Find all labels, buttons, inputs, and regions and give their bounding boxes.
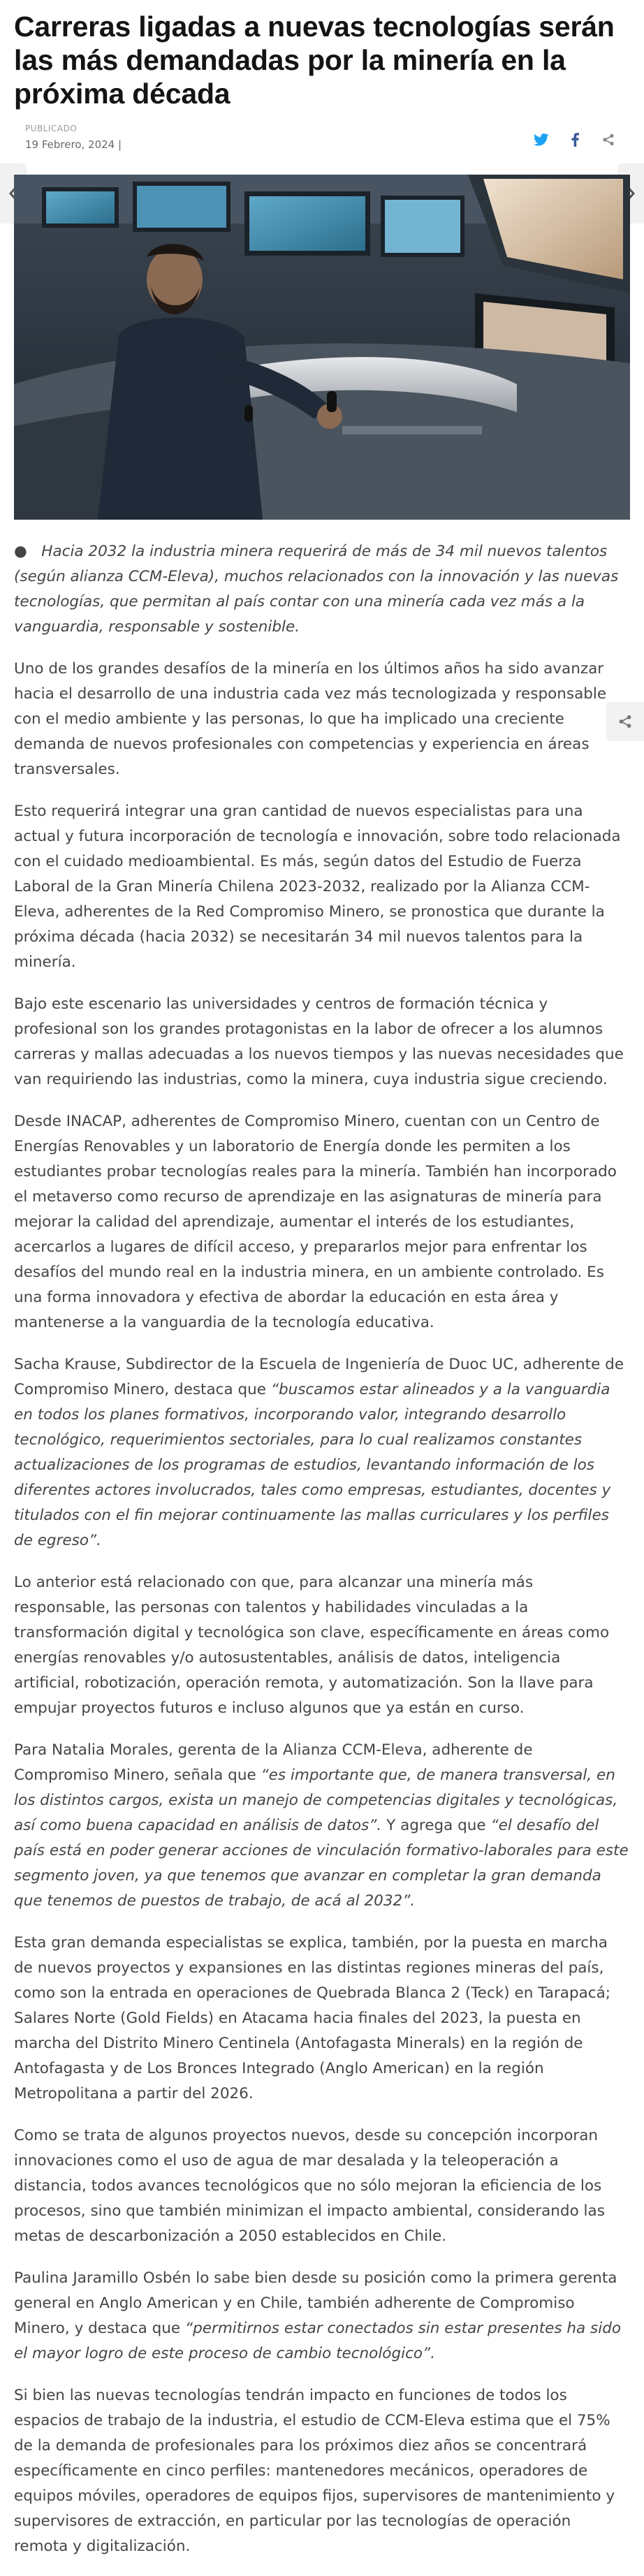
lead-paragraph [14,539,629,640]
paragraph-7-quote-1: “es importante que, de manera transversal, en los distintos cargos, exista un manejo de competencias digitales y tecnológicas, así como buena capacidad en análisis de datos”. [14,1766,618,1834]
paragraph-10-quote: “permitirnos estar conectados sin estar presentes ha sido el mayor logro de este proceso de cambio tecnológico”. [14,2320,622,2362]
twitter-share-button[interactable] [534,131,549,148]
lead-bullet: ● [14,543,27,560]
published-label: PUBLICADO [25,124,78,133]
paragraph-10-text: Paulina Jaramillo Osbén lo sabe bien desde su posición como la primera gerenta general en Anglo American y en Chile, también adherente de Compromiso Minero, y destaca que [14,2269,617,2337]
facebook-share-button[interactable] [571,131,583,148]
paragraph-3: Bajo este escenario las universidades y centros de formación técnica y profesional son los grandes protagonistas en la labor de ofrecer a los alumnos carreras y mallas adecuadas a los nuevos tiempos y las nuevas necesidades que van requiriendo las industrias, como la minera, cuya industria sigue creciendo. [14,995,624,1088]
paragraph-5-quote: “buscamos estar alineados y a la vanguardia en todos los planes formativos, incorporando valor, integrando desarrollo tecnológico, requerimientos sectoriales, para lo cual realizamos constantes actualizaciones de los programas de estudios, levantando información de los diferentes actores involucrados, tales como empresas, estudiantes, docentes y titulados con el fin mejorar continuamente las mallas curriculares y los perfiles de egreso”. [14,1381,611,1549]
control-room-illustration [14,175,630,520]
paragraph-10 [14,2266,629,2366]
lead-text: Hacia 2032 la industria minera requerirá de más de 34 mil nuevos talentos (según alianza CCM-Eleva), muchos relacionados con la innovación y las nuevas tecnologías, que permitan al país contar con una minería cada vez más a la vanguardia, responsable y sostenible. [14,543,619,636]
article-meta [25,123,122,152]
paragraph-11: Si bien las nuevas tecnologías tendrán impacto en funciones de todos los espacios de trabajo de la industria, el estudio de CCM-Eleva estima que el 75% de la demanda de profesionales para los próximos diez años se concentrará específicamente en cinco perfiles: mantenedores mecánicos, operadores de equipos móviles, operadores de equipos fijos, supervisores de mantenimiento y supervisores de extracción, en particular por las tecnologías de operación remota y digitalización. [14,2387,615,2555]
twitter-icon [534,133,549,146]
paragraph-1: Uno de los grandes desafíos de la minería en los últimos años ha sido avanzar hacia el desarrollo de una industria cada vez más tecnologizada y responsable con el medio ambiente y las personas, lo que ha implicado una creciente demanda de nuevos profesionales con competencias y experiencia en áreas transversales. [14,660,607,778]
paragraph-7-text: Para Natalia Morales, gerenta de la Alianza CCM-Eleva, adherente de Compromiso Minero, señala que [14,1741,533,1784]
paragraph-4: Desde INACAP, adherentes de Compromiso Minero, cuentan con un Centro de Energías Renovables y un laboratorio de Energía donde les permiten a los estudiantes probar tecnologías reales para la minería. También han incorporado el metaverso como recurso de aprendizaje en las asignaturas de minería para mejorar la calidad del aprendizaje, aumentar el interés de los estudiantes, acercarlos a lugares de difícil acceso, y prepararlos mejor para enfrentar los desafíos del mundo real en la industria minera, en un ambiente controlado. Es una forma innovadora y efectiva de abordar la educación en esta área y mantenerse a la vanguardia de la tecnología educativa. [14,1113,617,1331]
share-button[interactable] [602,131,616,148]
paragraph-2: Esto requerirá integrar una gran cantidad de nuevos especialistas para una actual y futura incorporación de tecnología e innovación, sobre todo relacionada con el cuidado medioambiental. Es más, según datos del Estudio de Fuerza Laboral de la Gran Minería Chilena 2023-2032, realizado por la Alianza CCM-Eleva, adherentes de la Red Compromiso Minero, se pronostica que durante la próxima década (hacia 2032) se necesitarán 34 mil nuevos talentos para la minería. [14,803,621,971]
paragraph-9: Como se trata de algunos proyectos nuevos, desde su concepción incorporan innovaciones como el uso de agua de mar desalada y la teleoperación a distancia, todos avances tecnológicos que no sólo mejoran la eficiencia de los procesos, sino que también minimizan el impacto ambiental, considerando las metas de descarbonización a 2050 establecidos en Chile. [14,2127,605,2245]
facebook-icon [571,133,579,147]
paragraph-7 [14,1738,629,1914]
paragraph-5 [14,1352,629,1553]
paragraph-6: Lo anterior está relacionado con que, para alcanzar una minería más responsable, las personas con talentos y habilidades vinculadas a la transformación digital y tecnológica son clave, específicamente en áreas como energías renovables y/o autosustentables, análisis de datos, inteligencia artificial, robotización, operación remota, y automatización. Son la llave para empujar proyectos futuros e incluso algunos que ya están en curso. [14,1574,610,1717]
paragraph-5-text: Sacha Krause, Subdirector de la Escuela de Ingeniería de Duoc UC, adherente de Compromiso Minero, destaca que [14,1356,624,1398]
share-icon [602,133,615,146]
hero-photo [14,175,630,520]
article-body [14,539,629,2576]
paragraph-7-text-2: Y agrega que [381,1817,491,1834]
paragraph-8: Esta gran demanda especialistas se explica, también, por la puesta en marcha de nuevos proyectos y expansiones en las distintas regiones mineras del país, como son la entrada en operaciones de Quebrada Blanca 2 (Teck) en Tarapacá; Salares Norte (Gold Fields) en Atacama hacia finales del 2023, la puesta en marcha del Distrito Minero Centinela (Antofagasta Minerals) en la región de Antofagasta y de Los Bronces Integrado (Anglo American) en la región Metropolitana a partir del 2026. [14,1934,611,2102]
paragraph-7-quote-2: “el desafío del país está en poder generar acciones de vinculación formativo-laborales para este segmento joven, ya que tenemos que avanzar en completar la gran demanda que tenemos de puestos de trabajo, de acá al 2032”. [14,1817,629,1910]
published-date: 19 Febrero, 2024 | [25,138,122,151]
article-title: Carreras ligadas a nuevas tecnologías serán las más demandadas por la minería en la próxima década [14,10,615,110]
